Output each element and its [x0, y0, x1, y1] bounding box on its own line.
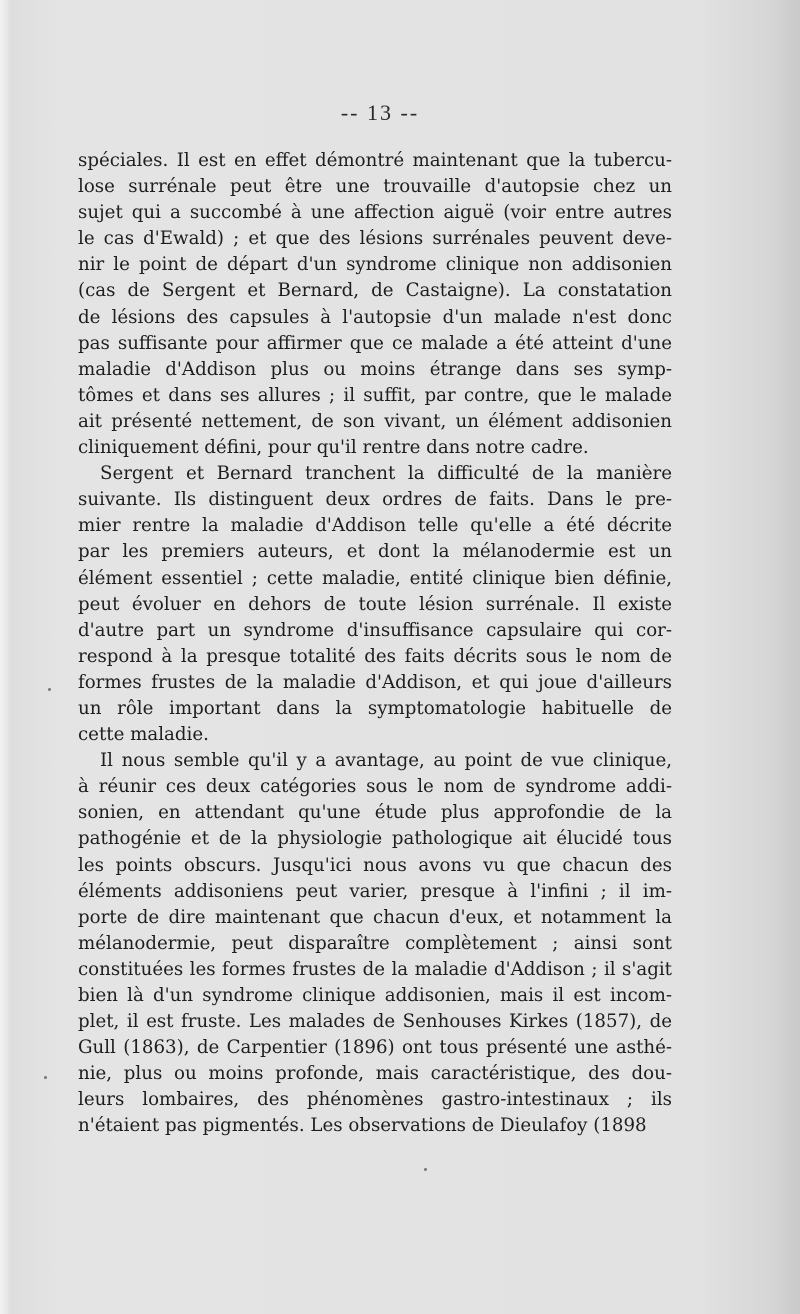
text-line: Gull (1863), de Carpentier (1896) ont tous présenté une asthé- [78, 1037, 672, 1059]
text-line: mier rentre la maladie d'Addison telle qu'elle a été décrite [78, 515, 672, 537]
text-line: ait présenté nettement, de son vivant, un élément addisonien [78, 410, 672, 432]
text-line: Il nous semble qu'il y a avantage, au point de vue clinique, [100, 750, 672, 772]
text-line: d'autre part un syndrome d'insuffisance capsulaire qui cor- [78, 619, 672, 641]
page-edge [0, 0, 12, 1314]
text-line: spéciales. Il est en effet démontré maintenant que la tubercu- [78, 150, 672, 171]
text-line: respond à la presque totalité des faits décrits sous le nom de [78, 645, 672, 667]
text-line: cliniquement défini, pour qu'il rentre dans notre cadre. [78, 437, 589, 459]
text-line: nir le point de départ d'un syndrome clinique non addisonien [78, 254, 672, 276]
text-line: mélanodermie, peut disparaître complètement ; ainsi sont [78, 932, 672, 954]
text-line: formes frustes de la maladie d'Addison, et qui joue d'ailleurs [78, 671, 672, 693]
text-line: un rôle important dans la symptomatologie habituelle de [78, 697, 672, 719]
text-line: cette maladie. [78, 724, 209, 746]
text-line: sonien, en attendant qu'une étude plus approfondie de la [78, 802, 672, 824]
text-line: plet, il est fruste. Les malades de Senhouses Kirkes (1857), de [78, 1011, 672, 1033]
text-line: nie, plus ou moins profonde, mais caractéristique, des dou- [78, 1063, 672, 1085]
text-line: maladie d'Addison plus ou moins étrange dans ses symp- [78, 358, 672, 380]
text-line: sujet qui a succombé à une affection aiguë (voir entre autres [78, 202, 672, 224]
text-line: lose surrénale peut être une trouvaille d'autopsie chez un [78, 176, 672, 198]
text-line: le cas d'Ewald) ; et que des lésions surrénales peuvent deve- [78, 228, 672, 250]
scan-speck [424, 1168, 427, 1171]
text-line: les points obscurs. Jusqu'ici nous avons vu que chacun des [78, 854, 672, 876]
page-number: -- 13 -- [340, 100, 420, 125]
text-line: bien là d'un syndrome clinique addisonien, mais il est incom- [78, 985, 672, 1006]
text-line: peut évoluer en dehors de toute lésion surrénale. Il existe [78, 593, 672, 615]
scan-speck [44, 1076, 47, 1079]
text-line: par les premiers auteurs, et dont la mélanodermie est un [78, 541, 672, 563]
text-line: éléments addisoniens peut varier, presque à l'infini ; il im- [78, 880, 672, 902]
text-line: leurs lombaires, des phénomènes gastro-intestinaux ; ils [78, 1089, 672, 1111]
text-line: pathogénie et de la physiologie pathologique ait élucidé tous [78, 828, 672, 850]
text-line: à réunir ces deux catégories sous le nom de syndrome addi- [78, 776, 672, 798]
text-line: Sergent et Bernard tranchent la difficulté de la manière [100, 463, 672, 485]
text-line: pas suffisante pour affirmer que ce malade a été atteint d'une [78, 332, 672, 354]
body-text [78, 148, 672, 1140]
text-line: constituées les formes frustes de la maladie d'Addison ; il s'agit [78, 958, 672, 980]
text-line: n'étaient pas pigmentés. Les observations de Dieulafoy (1898 [78, 1115, 647, 1137]
scan-speck [48, 688, 51, 691]
text-line: tômes et dans ses allures ; il suffit, par contre, que le malade [78, 384, 672, 406]
text-line: porte de dire maintenant que chacun d'eux, et notamment la [78, 906, 672, 928]
text-line: de lésions des capsules à l'autopsie d'un malade n'est donc [78, 306, 672, 328]
text-line: suivante. Ils distinguent deux ordres de faits. Dans le pre- [78, 489, 672, 511]
text-line: (cas de Sergent et Bernard, de Castaigne). La constatation [78, 280, 672, 302]
text-line: élément essentiel ; cette maladie, entité clinique bien définie, [78, 567, 672, 589]
